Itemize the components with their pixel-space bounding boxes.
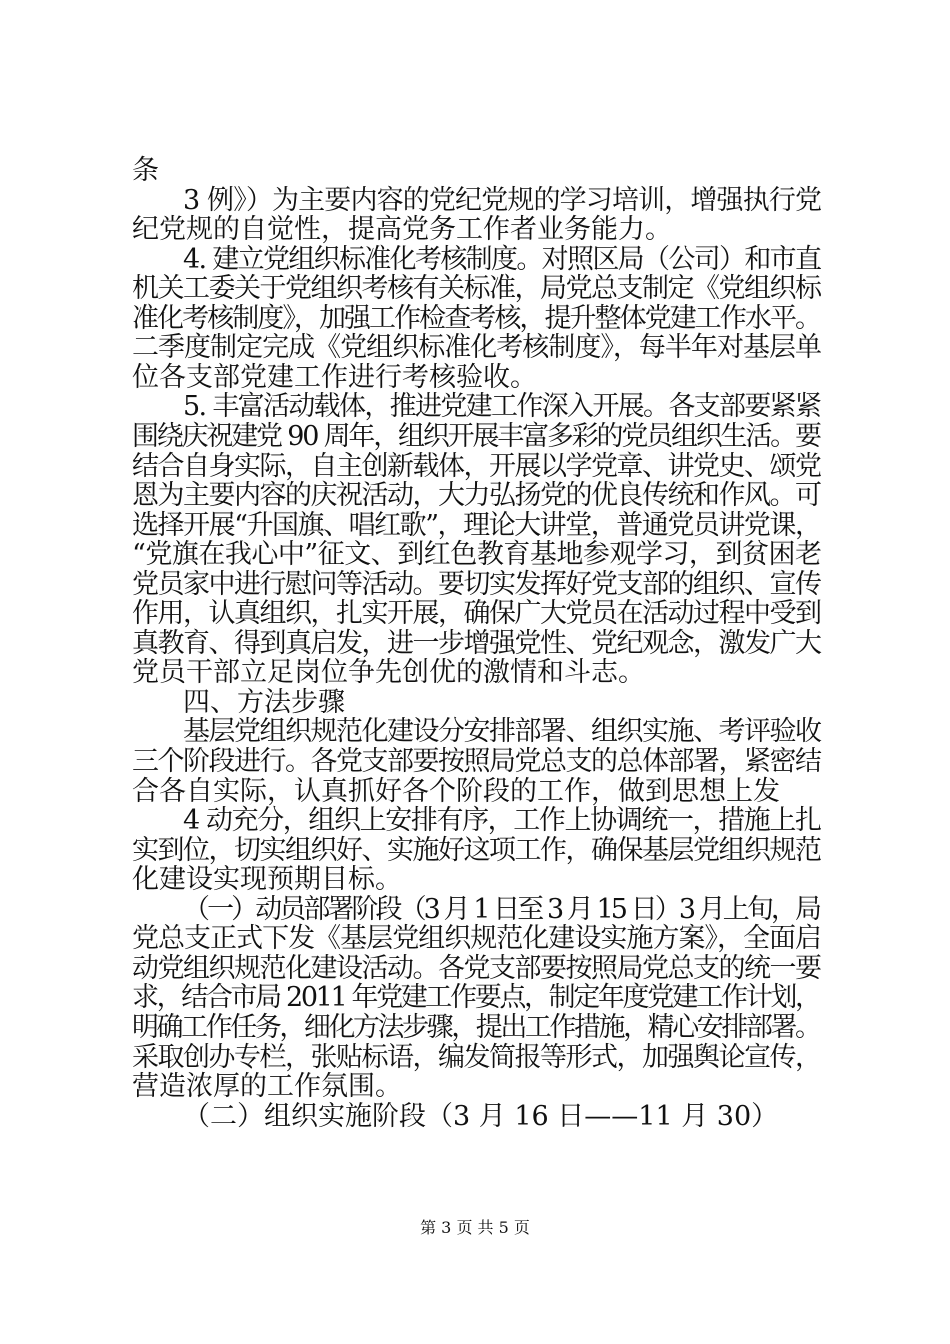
text-line: 化建设实现预期目标。 [132, 864, 402, 896]
text-line: 动党组织规范化建设活动。各党支部要按照局党总支的统一要 [132, 952, 821, 984]
text-line: 机关工委关于党组织考核有关标准，局党总支制定《党组织标 [132, 273, 821, 305]
text-line: 位各支部党建工作进行考核验收。 [132, 361, 537, 393]
text-line: （二）组织实施阶段（3 月 16 日——11 月 30） [183, 1100, 779, 1132]
text-line: 条 [132, 155, 159, 186]
text-line: 围绕庆祝建党 90 周年，组织开展丰富多彩的党员组织生活。要 [132, 420, 820, 452]
text-line: 4 动充分，组织上安排有序，工作上协调统一，措施上扎 [183, 805, 821, 837]
text-line: 5. 丰富活动载体，推进党建工作深入开展。各支部要紧紧 [183, 391, 821, 423]
text-line: 准化考核制度》，加强工作检查考核，提升整体党建工作水平。 [132, 302, 821, 334]
text-line: 选择开展“升国旗、唱红歌”，理论大讲堂，普通党员讲党课， [132, 509, 821, 541]
text-line: “党旗在我心中”征文、到红色教育基地参观学习，到贫困老 [132, 539, 822, 571]
text-line: 实到位，切实组织好、实施好这项工作，确保基层党组织规范 [132, 834, 821, 866]
text-line: 纪党规的自觉性，提高党务工作者业务能力。 [132, 214, 672, 246]
text-line: 恩为主要内容的庆祝活动，大力弘扬党的优良传统和作风。可 [132, 480, 821, 512]
text-line: 基层党组织规范化建设分安排部署、组织实施、考评验收 [183, 716, 821, 748]
text-line: 明确工作任务，细化方法步骤，提出工作措施，精心安排部署。 [132, 1011, 820, 1043]
text-line: 采取创办专栏，张贴标语，编发简报等形式，加强舆论宣传， [132, 1041, 821, 1073]
text-line: 结合自身实际，自主创新载体，开展以学党章、讲党史、颂党 [132, 450, 821, 482]
text-line: 求，结合市局 2011 年党建工作要点，制定年度党建工作计划， [132, 982, 820, 1014]
text-line: 党总支正式下发《基层党组织规范化建设实施方案》，全面启 [132, 923, 822, 955]
text-line: 三个阶段进行。各党支部要按照局党总支的总体部署，紧密结 [132, 746, 821, 777]
text-line: 营造浓厚的工作氛围。 [132, 1071, 402, 1103]
text-line: 真教育、得到真启发，进一步增强党性、党纪观念，激发广大 [132, 627, 821, 659]
text-line: 合各自实际，认真抓好各个阶段的工作，做到思想上发 [132, 775, 780, 807]
text-line: 作用，认真组织，扎实开展，确保广大党员在活动过程中受到 [132, 598, 821, 630]
text-line: 二季度制定完成《党组织标准化考核制度》，每半年对基层单 [132, 332, 822, 364]
page-footer: 第 3 页 共 5 页 [420, 1218, 530, 1237]
text-line: 4. 建立党组织标准化考核制度。对照区局（公司）和市直 [183, 243, 821, 275]
text-line: 党员干部立足岗位争先创优的激情和斗志。 [132, 657, 645, 689]
text-line: 四、方法步骤 [183, 686, 345, 718]
text-line: 3 例》）为主要内容的党纪党规的学习培训，增强执行党 [183, 184, 822, 216]
text-line: （一）动员部署阶段（3 月 1 日至 3 月 15 日）3 月上旬，局 [183, 893, 820, 925]
text-line: 党员家中进行慰问等活动。要切实发挥好党支部的组织、宣传 [132, 568, 821, 600]
